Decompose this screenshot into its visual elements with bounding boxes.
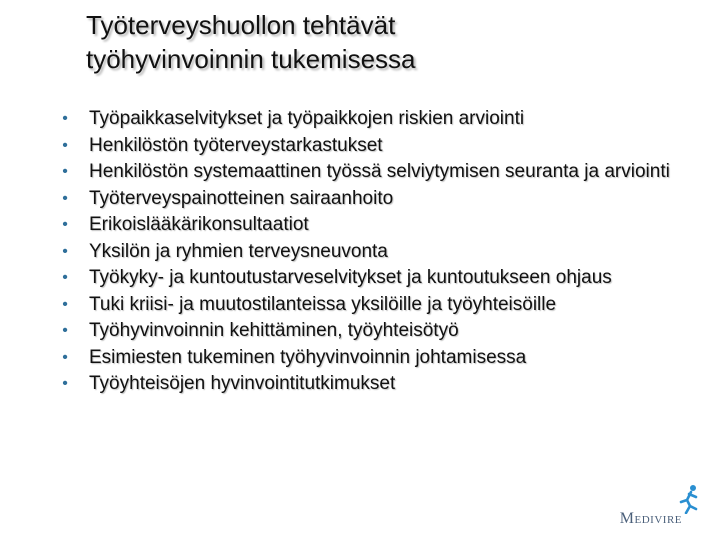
bullet-icon: • [62,348,68,366]
bullet-text: Henkilöstön työterveystarkastukset [89,134,383,156]
bullet-item [58,239,698,266]
bullet-icon: • [62,295,68,313]
bullet-text: Työterveyspainotteinen sairaanhoito [89,187,394,209]
bullet-item [58,159,698,186]
bullet-item [58,212,698,239]
bullet-text: Työkyky- ja kuntoutustarveselvitykset ja kuntoutukseen ohjaus [89,267,612,288]
slide-title-line-1: Työterveyshuollon tehtävät [86,10,396,40]
bullet-item [58,186,698,213]
bullet-item [58,133,698,160]
bullet-icon: • [62,216,68,233]
logo-text: Medivire [619,510,682,527]
bullet-text: Yksilön ja ryhmien terveysneuvonta [89,240,388,262]
bullet-icon: • [62,136,68,154]
bullet-item [58,345,698,372]
bullet-text: Tuki kriisi- ja muutostilanteissa yksilöille ja työyhteisöille [89,293,557,315]
bullet-icon: • [62,375,68,392]
slide-title-line-2: työhyvinvoinnin tukemisessa [86,44,416,74]
bullet-item [58,318,698,345]
bullet-icon: • [62,189,68,207]
bullet-text: Työyhteisöjen hyvinvointitutkimukset [89,373,396,394]
bullet-text: Työhyvinvoinnin kehittäminen, työyhteisötyö [89,320,459,341]
bullet-list [58,106,698,398]
bullet-icon: • [62,269,68,286]
bullet-icon: • [62,163,68,180]
bullet-icon: • [62,242,68,260]
bullet-text: Erikoislääkärikonsultaatiot [89,214,309,235]
bullet-item [58,265,698,292]
slide-title [86,8,686,76]
bullet-item [58,106,698,133]
bullet-text: Esimiesten tukeminen työhyvinvoinnin johtamisessa [89,346,527,368]
bullet-icon: • [62,110,68,127]
bullet-item [58,371,698,398]
bullet-item [58,292,698,319]
bullet-text: Henkilöstön systemaattinen työssä selviytymisen seuranta ja arviointi [89,161,670,182]
medivire-logo [588,484,708,532]
bullet-text: Työpaikkaselvitykset ja työpaikkojen riskien arviointi [89,108,525,129]
bullet-icon: • [62,322,68,339]
